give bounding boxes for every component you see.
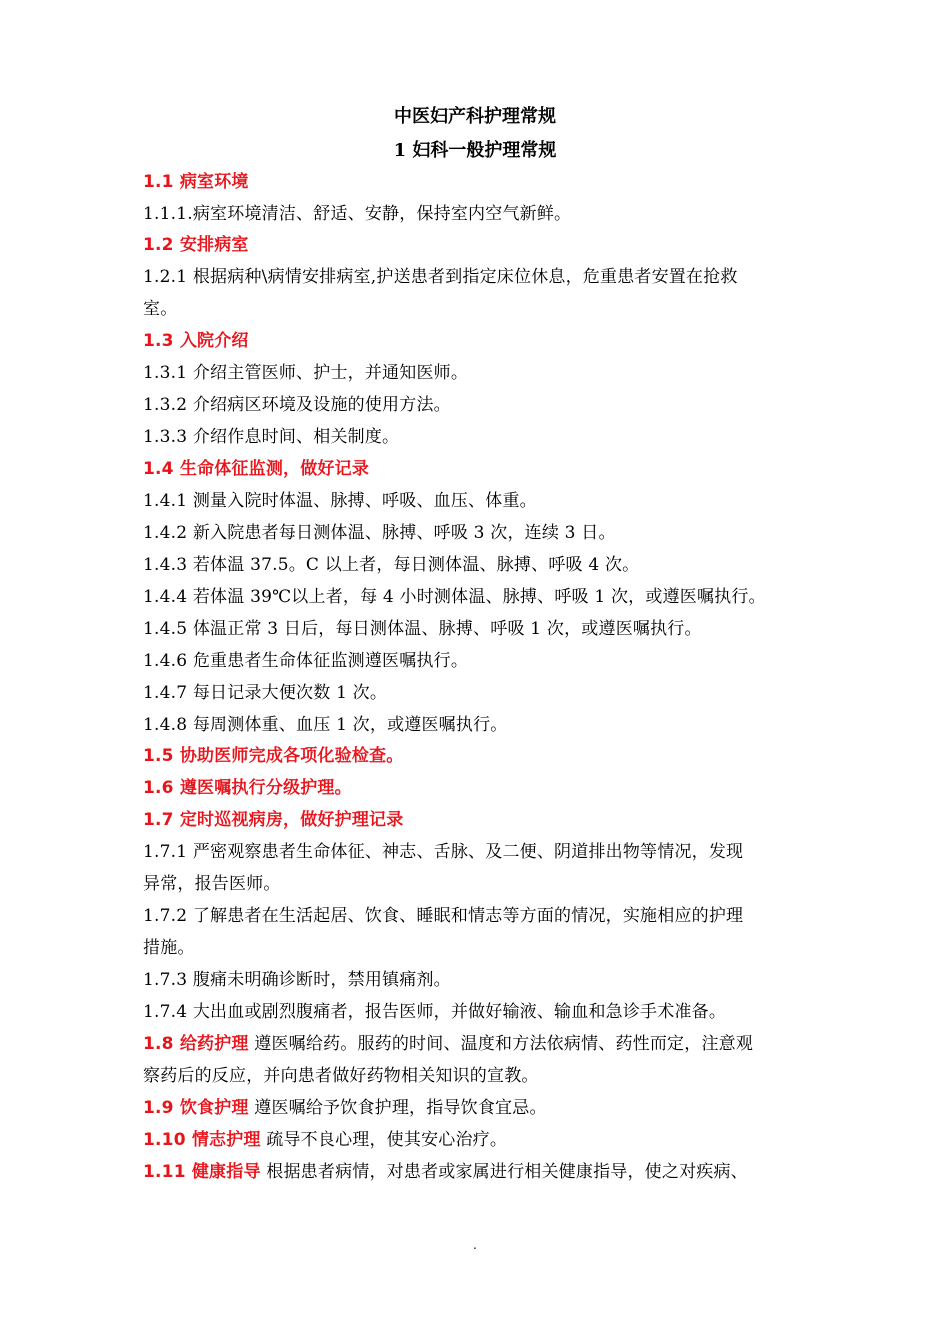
- inline-text: 遵医嘱给药。服药的时间、温度和方法依病情、药性而定，注意观: [248, 1034, 754, 1054]
- inline-text: 疏导不良心理，使其安心治疗。: [260, 1130, 508, 1150]
- paragraph-line: 1.3.1 介绍主管医师、护士，并通知医师。: [143, 363, 469, 383]
- heading-text: 1.7 定时巡视病房，做好护理记录: [143, 810, 404, 830]
- section-heading-1-7: [143, 808, 823, 832]
- paragraph-line: 1.7.1 严密观察患者生命体征、神志、舌脉、及二便、阴道排出物等情况，发现: [143, 842, 744, 862]
- paragraph-line: 1.4.5 体温正常 3 日后，每日测体温、脉搏、呼吸 1 次，或遵医嘱执行。: [143, 619, 702, 639]
- section-1-10: [143, 1128, 823, 1152]
- paragraph-line: 1.4.8 每周测体重、血压 1 次，或遵医嘱执行。: [143, 715, 508, 735]
- paragraph-line: 1.1.1.病室环境清洁、舒适、安静，保持室内空气新鲜。: [143, 204, 572, 224]
- paragraph-line: 1.3.3 介绍作息时间、相关制度。: [143, 427, 400, 447]
- paragraph-line: 1.7.4 大出血或剧烈腹痛者，报告医师，并做好输液、输血和急诊手术准备。: [143, 1002, 727, 1022]
- section-1-9: [143, 1096, 823, 1120]
- paragraph-line: 1.4.7 每日记录大便次数 1 次。: [143, 683, 388, 703]
- document-title: 中医妇产科护理常规: [394, 106, 556, 127]
- section-heading-1-5: [143, 744, 823, 768]
- paragraph-line: 措施。: [143, 938, 195, 958]
- section-heading-1-1: [143, 170, 823, 194]
- section-heading-1-6: [143, 776, 823, 800]
- heading-text: 1.8 给药护理: [143, 1034, 249, 1054]
- paragraph-line: 异常，报告医师。: [143, 874, 281, 894]
- heading-text: 1.6 遵医嘱执行分级护理。: [143, 778, 352, 798]
- inline-text: 遵医嘱给予饮食护理，指导饮食宜忌。: [248, 1098, 547, 1118]
- heading-text: 1.10 情志护理: [143, 1130, 261, 1150]
- heading-text: 1.11 健康指导: [143, 1162, 261, 1182]
- document-subtitle: 1 妇科一般护理常规: [393, 140, 557, 161]
- paragraph-line: 1.3.2 介绍病区环境及设施的使用方法。: [143, 395, 451, 415]
- section-heading-1-4: [143, 457, 823, 481]
- paragraph-line: 1.7.2 了解患者在生活起居、饮食、睡眠和情志等方面的情况，实施相应的护理: [143, 906, 744, 926]
- paragraph-line: 室。: [143, 299, 178, 319]
- heading-text: 1.9 饮食护理: [143, 1098, 249, 1118]
- section-heading-1-2: [143, 233, 823, 257]
- paragraph-line: 1.4.6 危重患者生命体征监测遵医嘱执行。: [143, 651, 469, 671]
- heading-text: 1.5 协助医师完成各项化验检查。: [143, 746, 404, 766]
- paragraph-line: 1.4.1 测量入院时体温、脉搏、呼吸、血压、体重。: [143, 491, 537, 511]
- paragraph-line: 1.4.4 若体温 39℃以上者，每 4 小时测体温、脉搏、呼吸 1 次，或遵医嘱执行。: [143, 587, 766, 607]
- heading-text: 1.2 安排病室: [143, 235, 249, 255]
- section-1-11: [143, 1160, 823, 1184]
- section-1-8: [143, 1032, 823, 1056]
- section-heading-1-3: [143, 329, 823, 353]
- paragraph-line: 1.7.3 腹痛未明确诊断时，禁用镇痛剂。: [143, 970, 451, 990]
- heading-text: 1.1 病室环境: [143, 172, 249, 192]
- paragraph-line: 1.2.1 根据病种\病情安排病室,护送患者到指定床位休息，危重患者安置在抢救: [143, 267, 738, 287]
- inline-text: 根据患者病情，对患者或家属进行相关健康指导，使之对疾病、: [260, 1162, 748, 1182]
- paragraph-line: 察药后的反应，并向患者做好药物相关知识的宣教。: [143, 1066, 539, 1086]
- heading-text: 1.3 入院介绍: [143, 331, 249, 351]
- footer-mark: .: [473, 1238, 477, 1252]
- paragraph-line: 1.4.2 新入院患者每日测体温、脉搏、呼吸 3 次，连续 3 日。: [143, 523, 616, 543]
- paragraph-line: 1.4.3 若体温 37.5。C 以上者，每日测体温、脉搏、呼吸 4 次。: [143, 555, 640, 575]
- heading-text: 1.4 生命体征监测，做好记录: [143, 459, 370, 479]
